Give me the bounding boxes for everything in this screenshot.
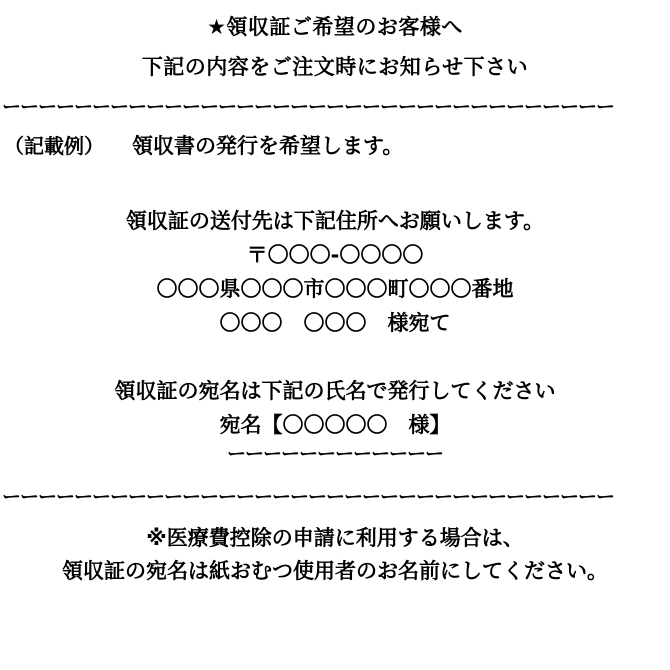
shipping-recipient-name: 〇〇〇 〇〇〇 様宛て	[219, 310, 451, 335]
addressee-underline: ーーーーーーーーーーーー	[226, 442, 443, 465]
example-row	[0, 130, 670, 160]
shipping-line-1: 領収証の送付先は下記住所へお願いします。	[125, 208, 545, 233]
example-text: 領収書の発行を希望します。	[132, 133, 404, 158]
addressee-name-field: 宛名【〇〇〇〇〇 様】	[219, 412, 451, 437]
shipping-address: 〇〇〇県〇〇〇市〇〇〇町〇〇〇番地	[156, 276, 514, 301]
note-block	[0, 522, 670, 589]
addressee-block	[0, 374, 670, 465]
addressee-instruction: 領収証の宛名は下記の氏名で発行してください	[114, 378, 556, 403]
shipping-block	[0, 204, 670, 340]
note-line-2: 領収証の宛名は紙おむつ使用者のお名前にしてください。	[62, 559, 608, 584]
shipping-postal-code: 〒〇〇〇-〇〇〇〇	[246, 242, 424, 267]
header-title-line2: 下記の内容をご注文時にお知らせ下さい	[141, 54, 529, 79]
example-label: （記載例）	[4, 134, 104, 159]
divider-bottom: ーーーーーーーーーーーーーーーーーーーーーーーーーーーーーーーーーー	[2, 486, 615, 508]
note-line-1: ※医療費控除の申請に利用する場合は、	[146, 525, 524, 550]
header-title-line1: ★領収証ご希望のお客様へ	[207, 15, 463, 39]
divider-top: ーーーーーーーーーーーーーーーーーーーーーーーーーーーーーーーーーー	[2, 97, 615, 118]
